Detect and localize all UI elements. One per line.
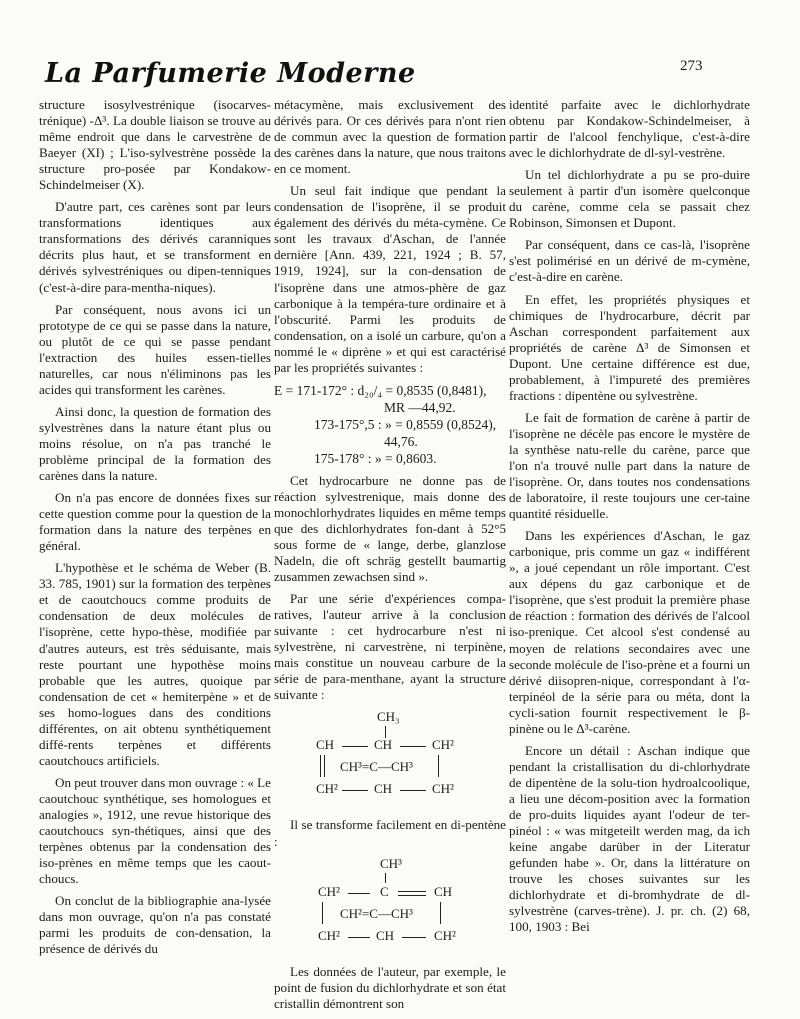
formula-label: CH² bbox=[432, 737, 454, 753]
paragraph: On conclut de la bibliographie ana-lysée dans mon ouvrage, qu'on n'a pas constaté parmi les produits de con-densation, la présence de dérivés du bbox=[39, 893, 271, 957]
structural-formula-2 bbox=[274, 856, 506, 954]
paragraph: Le fait de formation de carène à partir de l'isoprène ne décèle pas encore le mystère de la synthèse natu-relle du carène, parce que l'on n'a trouvé nulle part dans la nature de l'isoprène. Or, dans toutes nos condensations de laboratoire, il reste toujours une cer-taine quantité résiduelle. bbox=[509, 409, 750, 522]
paragraph: Cet hydrocarbure ne donne pas de réaction sylvestrenique, mais donne des monochlorhydrates liquides en même temps que des dichlorhydrates fon-dant à 52°5 sous forme de « lange, derbe, glanzlose Nadeln, die oft schräg gestellt baumartig zusammen zewachsen sind ». bbox=[274, 472, 506, 585]
paragraph: structure isosylvestrénique (isocarves-trénique) -Δ³. La double liaison se trouve au même endroit que dans le carvestrène de Baeyer (XI) ; L'iso-sylvestrène possède la structure pro-posée par Kondakow-Schindelmeiser (X). bbox=[39, 97, 271, 193]
formula-label: CH bbox=[376, 927, 395, 943]
properties-table bbox=[274, 382, 506, 467]
paragraph: En effet, les propriétés physiques et chimiques de l'hydrocarbure, décrit par Aschan correspondent parfaitement aux propriétés de carène Δ³ de Simonsen et Dupont. Une certaine différence est due, probablement, à l'impureté des premières fractions : dipentène ou sylvestrène. bbox=[509, 291, 750, 403]
formula-label: CH bbox=[374, 737, 393, 753]
equation-line: 44,76. bbox=[384, 433, 418, 449]
paragraph: On peut trouver dans mon ouvrage : « Le caoutchouc synthétique, ses homologues et analogies », 1912, une revue historique des caoutchoucs syn-thétiques, ainsi que des terpènes obtenus par la condensation des iso-prènes en même temps que les caout-choucs. bbox=[39, 774, 271, 887]
formula-label: CH² bbox=[318, 883, 340, 899]
formula-label: CH bbox=[434, 883, 453, 899]
journal-logo: La Parfumerie Moderne bbox=[45, 58, 416, 89]
paragraph: Par une série d'expériences compa-ratives, l'auteur arrive à la conclusion suivante : cet hydrocarbure n'est ni sylvestrène, ni carvestrène, ni terpinène, mais constitue un nouveau carbure de la série de para-menthane, ayant la structure suivante : bbox=[274, 591, 506, 703]
paragraph: Encore un détail : Aschan indique que pendant la cristallisation du di-chlorhydrate de dipentène de la solu-tion hydroalcoolique, a lieu une décom-position avec la formation de pro-duits liquides ayant l'odeur de ter-pinéol : « was mitgeteilt werden mag, da ich keine angabe darüber in der Literatur gefunden habe ». Or, dans la littérature on trouve les choses suivantes sur les dichlorhydrate et di-bromhydrate de dl-sylvestrène (carves-trène). J. pr. ch. (2) 68, 100, 1903 : Bei bbox=[509, 742, 750, 935]
equation-line: 173-175°,5 : » = 0,8559 (0,8524), bbox=[314, 416, 497, 432]
formula-label: CH² bbox=[318, 927, 340, 943]
page-header bbox=[45, 52, 715, 92]
equation-line: E = 171-172° : d₂₀/₄ = 0,8535 (0,8481), bbox=[274, 382, 487, 398]
paragraph: Il se transforme facilement en di-pentène : bbox=[274, 817, 506, 849]
paragraph: D'autre part, ces carènes sont par leurs transformations identiques aux transformations des dérivés caranniques décrits plus haut, et se transforment en dérivés sylvestréniques ou dipen-tenniques (c'est-à-dire para-mentha-niques). bbox=[39, 199, 271, 295]
paragraph: On n'a pas encore de données fixes sur cette question comme pour la question de la formation dans la nature des terpènes en général. bbox=[39, 490, 271, 554]
column-2 bbox=[274, 97, 506, 1018]
formula-label: CH² bbox=[434, 927, 456, 943]
paragraph: Les données de l'auteur, par exemple, le point de fusion du dichlorhydrate et son état cristallin démontrent son bbox=[274, 963, 506, 1011]
structural-formula-1 bbox=[274, 709, 506, 807]
equation-line: 175-178° : » = 0,8603. bbox=[314, 450, 437, 466]
paragraph: Un seul fait indique que pendant la condensation de l'isoprène, il se produit également des dérivés du méta-cymène. Ce sont les travaux d'Aschan, de l'année dernière [Ann. 439, 221, 1924 ; B. 57, 1919, 1924], sur la con-densation de l'isoprène dans une atmos-phère de gaz carbonique à la tempéra-ture ordinaire et à l'obscurité. Parmi les produits de condensation, on a isolé un carbure, qu'on a nommé le « diprène » et qui est caractérisé par les propriétés suivantes : bbox=[274, 183, 506, 375]
formula-label: CH₃ bbox=[377, 709, 400, 725]
paragraph: Un tel dichlorhydrate a pu se pro-duire seulement à partir d'un isomère quelconque du carène, comme cela se passait chez Robinson, Simonsen et Dupont. bbox=[509, 167, 750, 231]
formula-label: CH³ bbox=[380, 855, 402, 871]
formula-label: C bbox=[380, 883, 389, 899]
formula-label: CH bbox=[374, 781, 393, 797]
paragraph: Dans les expériences d'Aschan, le gaz carbonique, pris comme un gaz « indifférent », a joué cependant un rôle important. C'est aux dépens du gaz carbonique et de l'isoprène, que s'est produit la première phase de réaction : formation des dérivés de l'alcool iso-prenique. Cet alcool s'est condensé au moyen de relations secondaires avec une seconde molécule de l'iso-prène et a fourni un dérivé diisopren-nique, correspondant à l'α-terpinéol de la série para ou méta, dont la cycli-sation fournit respectivement le β-pinène ou le Δ³-carène. bbox=[509, 528, 750, 736]
paragraph: Ainsi donc, la question de formation des sylvestrènes dans la nature étant plus ou moins résolue, on n'a pas tranché le problème principal de la formation des carènes dans la nature. bbox=[39, 403, 271, 484]
paragraph: identité parfaite avec le dichlorhydrate obtenu par Kondakow-Schindelmeiser, à partir de l'alcool fenchylique, c'est-à-dire avec le dichlorhydrate de dl-syl-vestrène. bbox=[509, 97, 750, 161]
formula-label: CH³=C—CH³ bbox=[340, 759, 413, 775]
formula-label: CH² bbox=[432, 781, 454, 797]
formula-label: CH bbox=[316, 737, 335, 753]
paragraph: métacymène, mais exclusivement des dérivés para. Or ces dérivés para n'ont rien de commun avec la question de formation des carènes dans la nature, que nous traitons en ce moment. bbox=[274, 97, 506, 177]
equation-line: MR —44,92. bbox=[384, 399, 456, 415]
paragraph: L'hypothèse et le schéma de Weber (B. 33. 785, 1901) sur la formation des terpènes et de caoutchoucs comme produits de condensation de deux molécules de l'isoprène, cette hypo-thèse, modifiée par d'autres auteurs, est très séduisante, mais reste pourtant une hypothèse moins probable que les autres, quoique par condensation de cet « hemiterpène » et de ses homo-logues dans des conditions différentes, on ait obtenu synthétiquement diffé-rents terpènes et différents caoutchoucs artificiels. bbox=[39, 560, 271, 768]
column-3 bbox=[509, 97, 750, 941]
formula-label: CH² bbox=[316, 781, 338, 797]
column-1 bbox=[39, 97, 271, 963]
paragraph: Par conséquent, dans ce cas-là, l'isoprène s'est polimérisé en un dérivé de m-cymène, c'est-à-dire en carène. bbox=[509, 237, 750, 285]
paragraph: Par conséquent, nous avons ici un prototype de ce qui se passe dans la nature, ou plutôt de ce qui se passe pendant l'extraction des huiles essen-tielles naturelles, car nous n'éliminons pas les acides qui transforment les carènes. bbox=[39, 301, 271, 397]
page-number: 273 bbox=[680, 58, 703, 74]
formula-label: CH²=C—CH³ bbox=[340, 905, 413, 921]
